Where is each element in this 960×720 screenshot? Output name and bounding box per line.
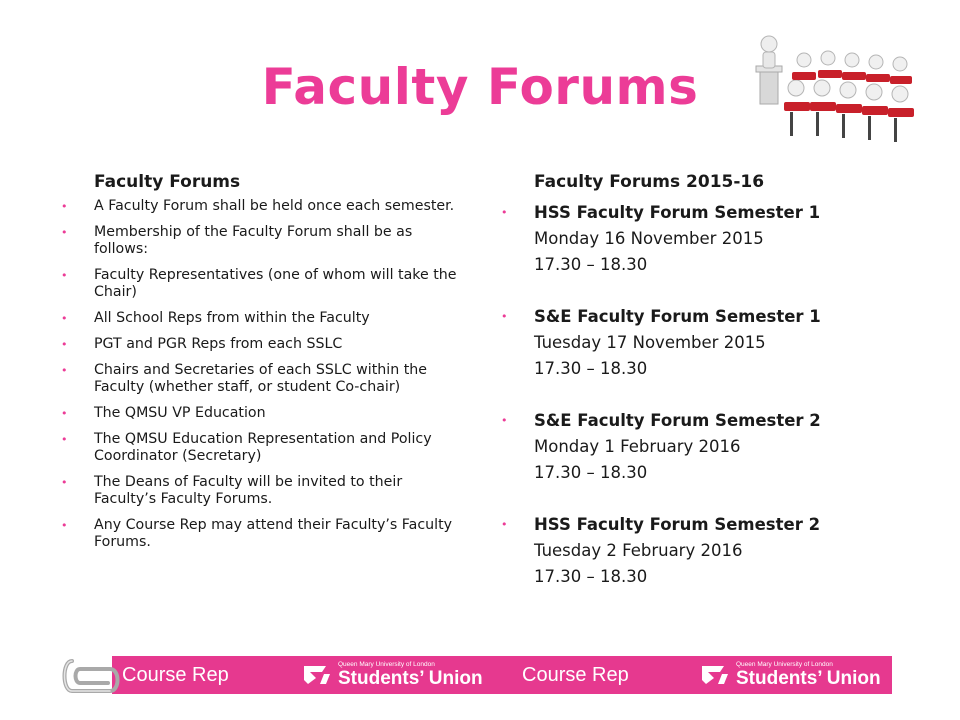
list-item: • Membership of the Faculty Forum shall be as follows:	[61, 224, 413, 257]
list-item: • A Faculty Forum shall be held once each semester.	[61, 198, 455, 214]
list-item: • The QMSU Education Representation and Policy Coordinator (Secretary)	[61, 431, 432, 464]
bullet-icon: •	[61, 226, 68, 239]
list-item: • PGT and PGR Reps from each SSLC	[61, 336, 343, 352]
bullet-icon: •	[501, 206, 508, 219]
bullet-icon: •	[501, 310, 508, 323]
bullet-icon: •	[61, 200, 68, 213]
su-logo-icon	[302, 662, 332, 688]
bullet-icon: •	[61, 312, 68, 325]
footer-label: Course Rep	[122, 663, 229, 686]
paperclip-icon	[58, 655, 128, 697]
footer-banner	[112, 656, 892, 694]
list-item: • The Deans of Faculty will be invited to their Faculty’s Faculty Forums.	[61, 474, 403, 507]
bullet-icon: •	[501, 414, 508, 427]
event-time: 17.30 – 18.30	[534, 567, 648, 586]
event-title: S&E Faculty Forum Semester 1	[534, 307, 821, 326]
list-item: • Chairs and Secretaries of each SSLC within the Faculty (whether staff, or student Co-chair)	[61, 362, 427, 395]
event-date: Monday 16 November 2015	[534, 229, 764, 248]
membership-section	[58, 172, 458, 560]
bullet-icon: •	[61, 269, 68, 282]
footer-label: Course Rep	[522, 663, 629, 686]
su-name-text: Students’ Union	[736, 667, 881, 689]
bullet-icon: •	[61, 433, 68, 446]
event-time: 17.30 – 18.30	[534, 255, 648, 274]
bullet-icon: •	[61, 407, 68, 420]
su-logo-icon	[700, 662, 730, 688]
event-date: Tuesday 2 February 2016	[534, 541, 743, 560]
list-item: • The QMSU VP Education	[61, 405, 266, 421]
event-title: HSS Faculty Forum Semester 1	[534, 203, 821, 222]
meeting-illustration	[742, 30, 922, 150]
membership-list	[58, 198, 458, 551]
event-title: HSS Faculty Forum Semester 2	[534, 515, 821, 534]
su-university-text: Queen Mary University of London	[338, 661, 435, 669]
su-name-text: Students’ Union	[338, 667, 483, 689]
bullet-icon: •	[61, 338, 68, 351]
schedule-section	[498, 172, 918, 616]
list-item: • All School Reps from within the Faculty	[61, 310, 370, 326]
students-union-logo	[302, 656, 483, 694]
event-time: 17.30 – 18.30	[534, 463, 648, 482]
event-item	[498, 304, 918, 382]
students-union-logo	[700, 656, 881, 694]
list-item: • Any Course Rep may attend their Faculty’s Faculty Forums.	[61, 517, 453, 550]
schedule-list	[498, 200, 918, 590]
event-item	[498, 200, 918, 278]
event-item	[498, 408, 918, 486]
event-time: 17.30 – 18.30	[534, 359, 648, 378]
bullet-icon: •	[61, 476, 68, 489]
bullet-icon: •	[501, 518, 508, 531]
su-university-text: Queen Mary University of London	[736, 661, 833, 669]
event-date: Tuesday 17 November 2015	[534, 333, 766, 352]
event-date: Monday 1 February 2016	[534, 437, 741, 456]
list-item: • Faculty Representatives (one of whom will take the Chair)	[61, 267, 457, 300]
membership-heading: Faculty Forums	[94, 172, 241, 192]
bullet-icon: •	[61, 364, 68, 377]
bullet-icon: •	[61, 519, 68, 532]
event-title: S&E Faculty Forum Semester 2	[534, 411, 821, 430]
schedule-heading: Faculty Forums 2015-16	[534, 172, 765, 192]
page-title: Faculty Forums	[261, 58, 699, 116]
event-item	[498, 512, 918, 590]
